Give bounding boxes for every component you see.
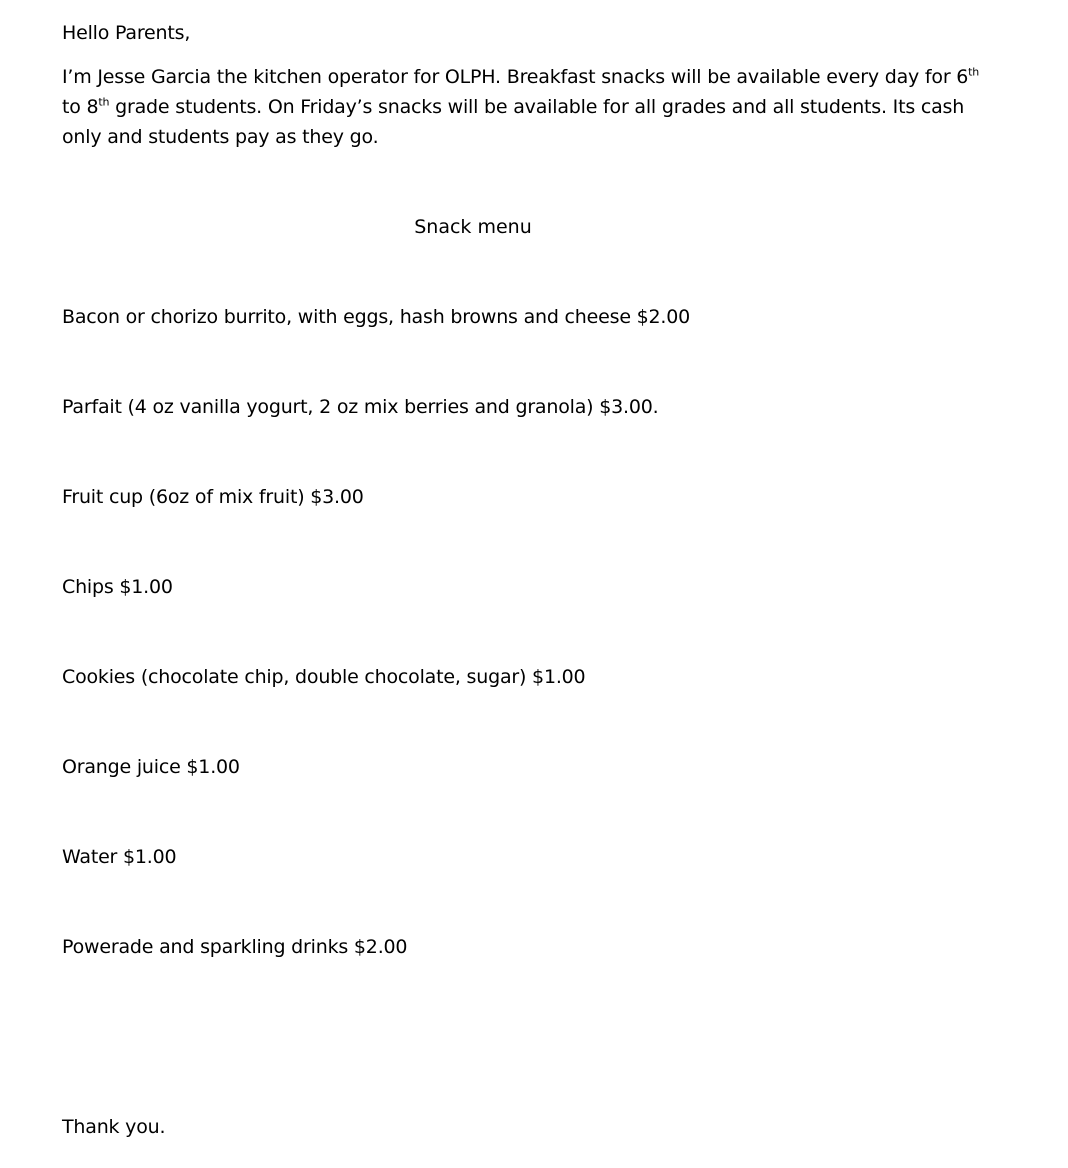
intro-text-1: I’m Jesse Garcia the kitchen operator for OLPH. Breakfast snacks will be available every day for 6 [62,66,969,88]
menu-item-burrito: Bacon or chorizo burrito, with eggs, hash browns and cheese $2.00 [62,306,691,328]
intro-text-3: grade students. On Friday’s snacks will be available for all grades and all students. Its cash only and students pay as they go. [62,96,965,148]
intro-paragraph [62,62,982,152]
ordinal-suffix-6th: th [968,65,980,79]
menu-item-cookies: Cookies (chocolate chip, double chocolate, sugar) $1.00 [62,666,586,688]
ordinal-suffix-8th: th [98,95,110,109]
menu-item-water: Water $1.00 [62,846,177,868]
menu-item-orange-juice: Orange juice $1.00 [62,756,240,778]
closing: Thank you. [62,1116,166,1138]
document-page [62,0,1002,1168]
menu-item-fruit-cup: Fruit cup (6oz of mix fruit) $3.00 [62,486,364,508]
menu-item-drinks: Powerade and sparkling drinks $2.00 [62,936,408,958]
menu-item-parfait: Parfait (4 oz vanilla yogurt, 2 oz mix berries and granola) $3.00. [62,396,659,418]
menu-title: Snack menu [414,216,532,238]
menu-item-chips: Chips $1.00 [62,576,173,598]
greeting: Hello Parents, [62,22,191,44]
intro-text-2: to 8 [62,96,99,118]
